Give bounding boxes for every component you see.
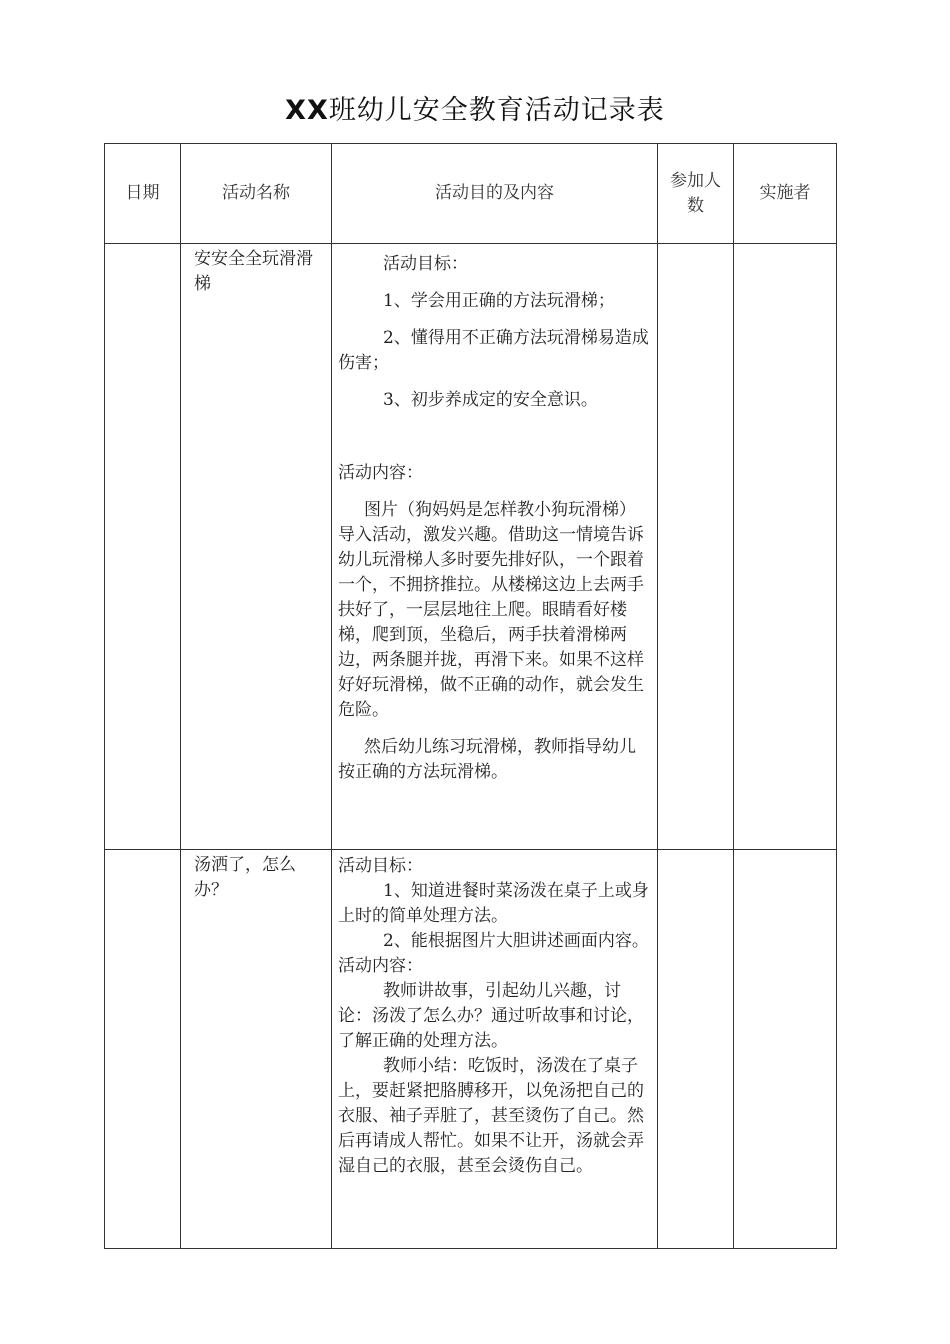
goal-label: 活动目标： <box>338 856 423 876</box>
header-participants: 参加人数 <box>658 144 734 244</box>
cell-participants <box>658 850 734 1249</box>
content-label: 活动内容： <box>338 956 423 976</box>
page-title <box>0 88 950 127</box>
cell-activity-name: 安安全全玩滑滑梯 <box>181 244 332 850</box>
content-paragraph: 教师讲故事，引起幼儿兴趣，讨论：汤泼了怎么办？通过听故事和讨论，了解正确的处理方法。 <box>338 981 644 1051</box>
cell-implementer <box>734 244 837 850</box>
goal-item: 1、学会用正确的方法玩滑梯； <box>383 291 615 311</box>
table-header-row <box>105 144 837 244</box>
goal-item: 3、初步养成定的安全意识。 <box>383 390 598 410</box>
goal-item: 2、能根据图片大胆讲述画面内容。 <box>383 931 649 951</box>
header-content: 活动目的及内容 <box>332 144 658 244</box>
content-paragraph: 教师小结：吃饭时，汤泼在了桌子上，要赶紧把胳膊移开，以免汤把自己的衣服、袖子弄脏了，甚至烫伤了自己。然后再请成人帮忙。如果不让开，汤就会弄湿自己的衣服，甚至会烫伤自己。 <box>338 1056 644 1176</box>
cell-activity-name: 汤洒了，怎么办？ <box>181 850 332 1249</box>
header-implementer: 实施者 <box>734 144 837 244</box>
goal-item: 1、知道进餐时菜汤泼在桌子上或身上时的简单处理方法。 <box>338 881 649 926</box>
table-row <box>105 850 837 1249</box>
content-label: 活动内容： <box>338 463 423 483</box>
cell-date <box>105 244 181 850</box>
content-paragraph: 然后幼儿练习玩滑梯，教师指导幼儿按正确的方法玩滑梯。 <box>338 737 636 782</box>
header-activity-name: 活动名称 <box>181 144 332 244</box>
class-prefix: XX <box>285 95 329 126</box>
cell-content <box>332 244 658 850</box>
activity-record-table <box>104 143 837 1249</box>
title-text: 班幼儿安全教育活动记录表 <box>328 95 665 126</box>
goal-item: 2、懂得用不正确方法玩滑梯易造成伤害； <box>338 328 649 373</box>
cell-implementer <box>734 850 837 1249</box>
cell-date <box>105 850 181 1249</box>
cell-participants <box>658 244 734 850</box>
table-row <box>105 244 837 850</box>
goal-label: 活动目标： <box>383 254 468 274</box>
header-date: 日期 <box>105 144 181 244</box>
cell-content <box>332 850 658 1249</box>
content-paragraph: 图片（狗妈妈是怎样教小狗玩滑梯）导入活动，激发兴趣。借助这一情境告诉幼儿玩滑梯人多时要先排好队，一个跟着一个，不拥挤推拉。从楼梯这边上去两手扶好了，一层层地往上爬。眼睛看好楼梯，爬到顶，坐稳后，两手扶着滑梯两边，两条腿并拢，再滑下来。如果不这样好好玩滑梯，做不正确的动作，就会发生危险。 <box>338 500 644 720</box>
